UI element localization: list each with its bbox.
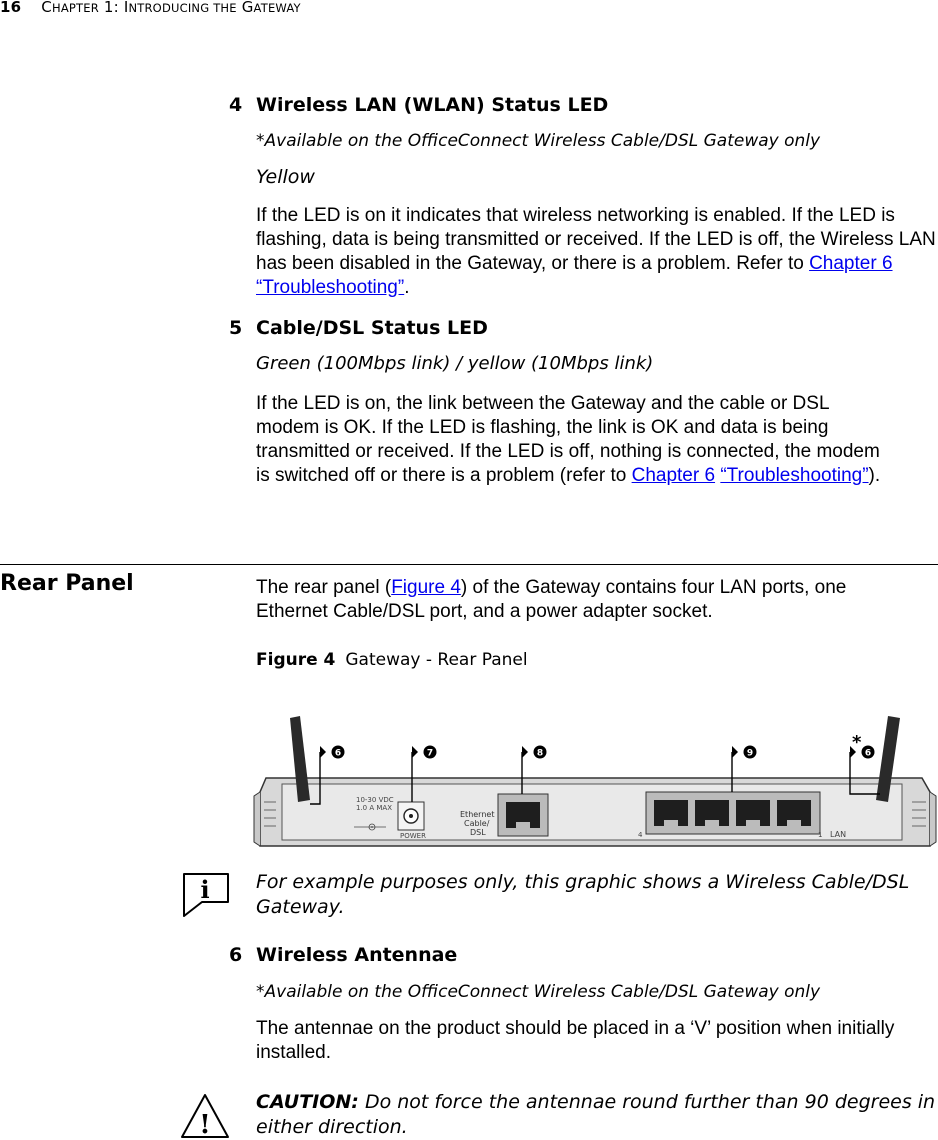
- svg-text:!: !: [199, 1110, 211, 1139]
- ethernet-label-2: Cable/: [464, 819, 490, 828]
- lan-port-1: [777, 800, 811, 826]
- item-6-title: Wireless Antennae: [256, 944, 458, 966]
- item-5-description: If the LED is on, the link between the Gateway and the cable or DSL modem is OK. If the LED is flashing, the link is OK and data is being transmitted or received. If the LED is off, nothing is connected, the modem is switched off or there is a problem (refer to Chapter 6 “Troubleshooting”).: [256, 393, 881, 486]
- callout-6-right: [862, 746, 875, 759]
- svg-text:7: 7: [426, 748, 434, 759]
- lan-port-first-label: 4: [638, 831, 643, 839]
- item-4-description: If the LED is on it indicates that wireless networking is enabled. If the LED is flashing, data is being transmitted or received. If the LED is off, the Wireless LAN has been disabled in the Gateway, or there is a problem. Refer to Chapter 6 “Troubleshooting”.: [256, 205, 936, 298]
- figure-title: Gateway - Rear Panel: [345, 650, 528, 670]
- item-4-title: Wireless LAN (WLAN) Status LED: [256, 94, 609, 116]
- page-number: 16: [0, 0, 22, 16]
- item-5-title: Cable/DSL Status LED: [256, 317, 488, 339]
- svg-text:9: 9: [746, 748, 754, 759]
- figure-label: Figure 4: [256, 650, 336, 670]
- chapter-title: CHAPTER 1: INTRODUCING THE GATEWAY: [41, 0, 301, 16]
- lan-port-3: [695, 800, 729, 826]
- caution-text: CAUTION: Do not force the antennae round further than 90 degrees in either direction.: [256, 1091, 936, 1138]
- svg-text:6: 6: [864, 748, 872, 759]
- figure-caption: [256, 650, 528, 670]
- chapter-6-link[interactable]: Chapter 6: [809, 253, 893, 274]
- ethernet-label-1: Ethernet: [460, 810, 495, 819]
- ethernet-label-3: DSL: [470, 828, 486, 837]
- info-icon: [180, 872, 230, 918]
- callout-6-left: [332, 746, 345, 759]
- callout-9: [744, 746, 757, 759]
- svg-text:8: 8: [536, 748, 544, 759]
- note-text: For example purposes only, this graphic shows a Wireless Cable/DSL Gateway.: [256, 871, 910, 918]
- caution-label: CAUTION:: [256, 1091, 359, 1113]
- item-4-availability: *Available on the OfficeConnect Wireless Cable/DSL Gateway only: [256, 131, 821, 151]
- figure-4-link[interactable]: Figure 4: [391, 577, 461, 598]
- wireless-asterisk: *: [852, 732, 862, 753]
- section-divider: [0, 564, 938, 565]
- lan-port-4: [654, 800, 688, 826]
- item-5-color: Green (100Mbps link) / yellow (10Mbps link): [256, 353, 654, 374]
- item-6-description: The antennae on the product should be placed in a ‘V’ position when initially installed.: [256, 1018, 895, 1063]
- item-6-number: 6: [229, 944, 243, 966]
- lan-port-last-label: 1: [818, 831, 823, 839]
- rear-panel-figure: [252, 706, 938, 856]
- rear-panel-intro: The rear panel (Figure 4) of the Gateway contains four LAN ports, one Ethernet Cable/DSL port, and a power adapter socket.: [256, 577, 847, 622]
- callout-arrows: [320, 746, 856, 758]
- chapter-6-link-2[interactable]: Chapter 6: [631, 465, 716, 486]
- item-4-number: 4: [229, 94, 243, 116]
- caution-icon: [180, 1093, 230, 1139]
- section-title: Rear Panel: [0, 571, 134, 596]
- power-label: POWER: [400, 832, 426, 840]
- callout-7: [424, 746, 437, 759]
- troubleshooting-link-2[interactable]: “Troubleshooting”: [720, 465, 869, 486]
- lan-label: LAN: [830, 830, 847, 839]
- running-header: [0, 0, 301, 16]
- power-spec-line-1: 10-30 VDC: [356, 796, 394, 804]
- callout-8: [534, 746, 547, 759]
- troubleshooting-link[interactable]: “Troubleshooting”: [256, 277, 405, 298]
- item-5-number: 5: [229, 317, 243, 339]
- item-4-color: Yellow: [256, 166, 315, 188]
- svg-text:i: i: [200, 875, 210, 904]
- item-6-availability: *Available on the OfficeConnect Wireless Cable/DSL Gateway only: [256, 982, 821, 1002]
- lan-port-2: [736, 800, 770, 826]
- svg-text:6: 6: [334, 748, 342, 759]
- cable-dsl-port: [498, 794, 548, 836]
- power-spec-line-2: 1.0 A MAX: [356, 804, 392, 812]
